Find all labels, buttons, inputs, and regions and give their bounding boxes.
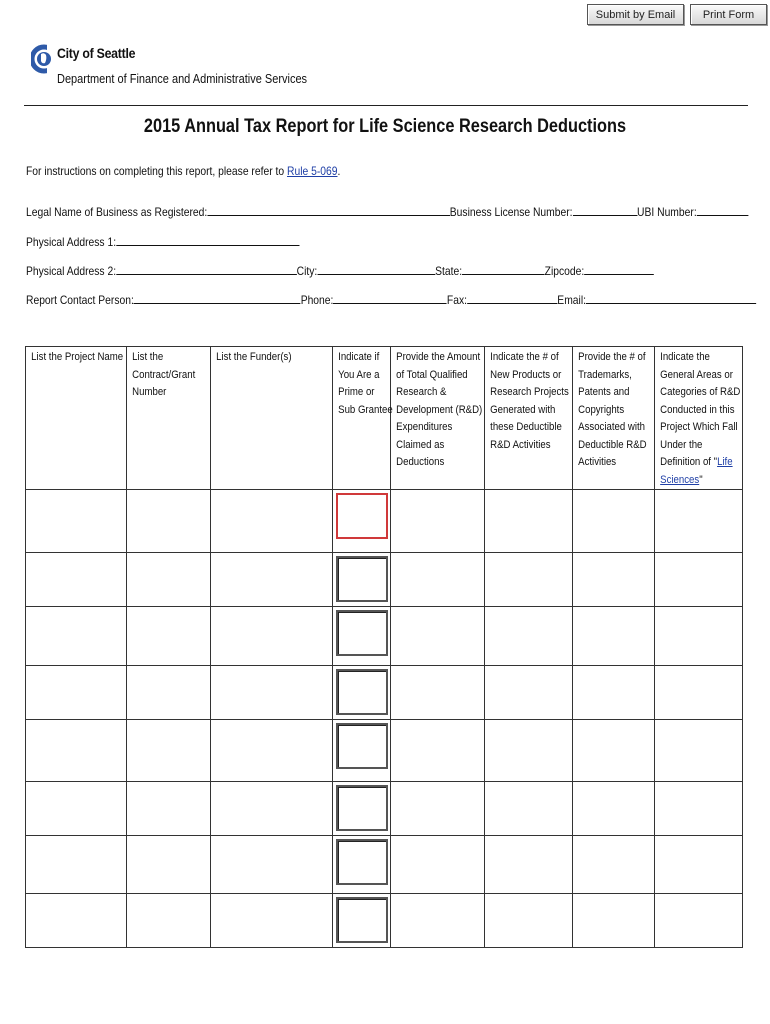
table-cell[interactable] (127, 894, 211, 948)
table-row (26, 553, 743, 607)
contact-field[interactable] (134, 292, 301, 304)
table-cell[interactable] (655, 720, 743, 782)
table-cell[interactable] (573, 607, 655, 666)
table-cell[interactable] (485, 490, 573, 553)
table-cell[interactable] (211, 720, 333, 782)
table-cell[interactable] (485, 836, 573, 894)
table-header-row (26, 347, 743, 490)
prime-sub-checkbox[interactable] (336, 493, 388, 539)
table-cell[interactable] (485, 553, 573, 607)
city-field[interactable] (317, 263, 435, 275)
table-cell[interactable] (127, 490, 211, 553)
table-cell[interactable] (127, 607, 211, 666)
row-contact (26, 292, 756, 307)
table-cell[interactable] (127, 836, 211, 894)
instructions-text: For instructions on completing this report, please refer to (26, 164, 287, 178)
table-cell[interactable] (573, 894, 655, 948)
table-cell[interactable] (333, 607, 391, 666)
table-cell[interactable] (655, 666, 743, 720)
table-cell[interactable] (573, 836, 655, 894)
table-cell[interactable] (485, 666, 573, 720)
header-new-products: Indicate the # of New Products or Research Projects Generated with these Deductible R&D Activities (485, 347, 573, 490)
table-cell[interactable] (655, 553, 743, 607)
table-cell[interactable] (26, 836, 127, 894)
table-cell[interactable] (391, 490, 485, 553)
table-cell[interactable] (333, 836, 391, 894)
table-cell[interactable] (26, 720, 127, 782)
header-contract-number: List the Contract/Grant Number (127, 347, 211, 490)
table-row (26, 666, 743, 720)
header-general-areas: Indicate the General Areas or Categories of R&D Conducted in this Project Which Fall Under the Definition of "Life Sciences" (655, 347, 743, 490)
life-sciences-link[interactable]: Life Sciences (660, 456, 733, 486)
table-cell[interactable] (333, 553, 391, 607)
contact-label: Report Contact Person: (26, 293, 134, 307)
table-cell[interactable] (211, 666, 333, 720)
table-cell[interactable] (211, 894, 333, 948)
table-row (26, 720, 743, 782)
row-address2 (26, 263, 654, 278)
table-cell[interactable] (655, 894, 743, 948)
table-cell[interactable] (26, 607, 127, 666)
table-row (26, 894, 743, 948)
table-cell[interactable] (26, 666, 127, 720)
fax-label: Fax: (446, 293, 468, 307)
table-cell[interactable] (127, 720, 211, 782)
table-cell[interactable] (485, 894, 573, 948)
page-title: 2015 Annual Tax Report for Life Science Research Deductions (143, 116, 627, 137)
zipcode-field[interactable] (584, 263, 654, 275)
table-cell[interactable] (391, 836, 485, 894)
table-cell[interactable] (127, 782, 211, 836)
instructions (26, 164, 340, 178)
table-cell[interactable] (391, 666, 485, 720)
table-cell[interactable] (211, 490, 333, 553)
header-rd-amount: Provide the Amount of Total Qualified Research & Development (R&D) Expenditures Claimed as Deductions (391, 347, 485, 490)
email-field[interactable] (586, 292, 756, 304)
legal-name-field[interactable] (207, 204, 450, 216)
prime-sub-checkbox[interactable] (336, 839, 388, 885)
table-row (26, 490, 743, 553)
address1-field[interactable] (116, 234, 299, 246)
email-label: Email: (557, 293, 586, 307)
table-cell[interactable] (391, 720, 485, 782)
table-cell[interactable] (211, 836, 333, 894)
table-row (26, 782, 743, 836)
city-label: City: (296, 264, 318, 278)
state-label: State: (435, 264, 463, 278)
table-cell[interactable] (485, 720, 573, 782)
table-cell[interactable] (26, 894, 127, 948)
print-form-button[interactable]: Print Form (690, 4, 767, 25)
table-cell[interactable] (573, 490, 655, 553)
legal-name-label: Legal Name of Business as Registered: (26, 205, 208, 219)
project-table (25, 346, 743, 948)
table-cell[interactable] (333, 782, 391, 836)
department-name: Department of Finance and Administrative Services (57, 72, 308, 86)
organization-name: City of Seattle (57, 45, 136, 61)
phone-label: Phone: (300, 293, 334, 307)
table-cell[interactable] (333, 666, 391, 720)
state-field[interactable] (462, 263, 545, 275)
table-cell[interactable] (573, 720, 655, 782)
row-address1 (26, 234, 299, 249)
zipcode-label: Zipcode: (544, 264, 585, 278)
table-cell[interactable] (655, 782, 743, 836)
prime-sub-checkbox[interactable] (336, 669, 388, 715)
table-cell[interactable] (573, 553, 655, 607)
submit-by-email-button[interactable]: Submit by Email (587, 4, 684, 25)
header-funders: List the Funder(s) (211, 347, 333, 490)
table-cell[interactable] (26, 490, 127, 553)
table-cell[interactable] (127, 553, 211, 607)
table-cell[interactable] (26, 553, 127, 607)
instructions-suffix: . (337, 164, 341, 178)
address2-label: Physical Address 2: (26, 264, 117, 278)
table-cell[interactable] (391, 782, 485, 836)
table-cell[interactable] (573, 782, 655, 836)
table-row (26, 607, 743, 666)
table-cell[interactable] (391, 607, 485, 666)
header-prime-or-sub: Indicate if You Are a Prime or Sub Grantee (333, 347, 391, 490)
prime-sub-checkbox[interactable] (336, 897, 388, 943)
phone-field[interactable] (333, 292, 447, 304)
header-project-name: List the Project Name (26, 347, 127, 490)
table-cell[interactable] (211, 782, 333, 836)
prime-sub-checkbox[interactable] (336, 785, 388, 831)
table-cell[interactable] (485, 607, 573, 666)
table-cell[interactable] (211, 553, 333, 607)
table-cell[interactable] (655, 836, 743, 894)
ubi-label: UBI Number: (637, 205, 697, 219)
table-cell[interactable] (333, 490, 391, 553)
table-cell[interactable] (333, 894, 391, 948)
header-divider (24, 105, 748, 106)
table-cell[interactable] (655, 490, 743, 553)
table-cell[interactable] (391, 553, 485, 607)
city-seal-logo-icon (31, 38, 53, 80)
table-cell[interactable] (127, 666, 211, 720)
row-business (26, 204, 748, 219)
table-cell[interactable] (26, 782, 127, 836)
table-cell[interactable] (211, 607, 333, 666)
table-row (26, 836, 743, 894)
rule-link[interactable]: Rule 5-069 (286, 164, 338, 178)
table-cell[interactable] (485, 782, 573, 836)
address1-label: Physical Address 1: (26, 235, 117, 249)
table-cell[interactable] (573, 666, 655, 720)
header-trademarks: Provide the # of Trademarks, Patents and Copyrights Associated with Deductible R&D Activities (573, 347, 655, 490)
table-cell[interactable] (333, 720, 391, 782)
ubi-field[interactable] (697, 204, 749, 216)
prime-sub-checkbox[interactable] (336, 610, 388, 656)
license-label: Business License Number: (449, 205, 573, 219)
prime-sub-checkbox[interactable] (336, 723, 388, 769)
table-cell[interactable] (391, 894, 485, 948)
address2-field[interactable] (116, 263, 297, 275)
prime-sub-checkbox[interactable] (336, 556, 388, 602)
license-field[interactable] (573, 204, 638, 216)
fax-field[interactable] (467, 292, 557, 304)
table-cell[interactable] (655, 607, 743, 666)
